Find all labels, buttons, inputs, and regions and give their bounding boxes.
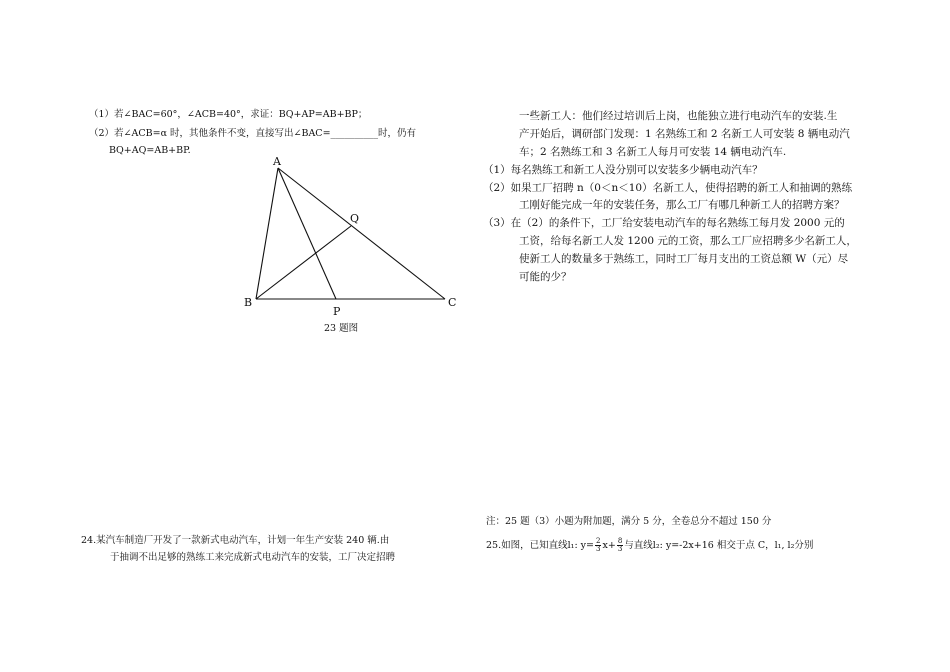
segment-ap xyxy=(278,168,336,299)
fraction-eight-thirds xyxy=(617,538,623,553)
q24-part3-line1: （3）在（2）的条件下，工厂给安装电动汽车的每名熟练工每月发 2000 元的 xyxy=(483,217,845,229)
q25-line1 xyxy=(486,538,813,553)
q25-text-b: 与直线l₂: y=-2x+16 相交于点 C，l₁, l₂分别 xyxy=(624,540,814,551)
label-b: B xyxy=(244,296,253,309)
label-a: A xyxy=(273,155,281,168)
fraction-denominator: 3 xyxy=(596,545,601,553)
q24-part3-line2: 工资，给每名新工人发 1200 元的工资，那么工厂应招聘多少名新工人， xyxy=(519,235,857,247)
label-p: P xyxy=(333,305,341,318)
fraction-denominator: 3 xyxy=(617,545,623,553)
q23-part2-text-b: 时，仍有 xyxy=(378,128,417,139)
side-ab xyxy=(256,168,278,299)
label-c: C xyxy=(448,296,457,309)
q24-part2-line2: 工刚好能完成一年的安装任务，那么工厂有哪几种新工人的招聘方案？ xyxy=(519,199,845,211)
q24-part3-line4: 可能的少？ xyxy=(519,271,572,283)
q24-cont-line3: 车；2 名熟练工和 3 名新工人每月可安装 14 辆电动汽车. xyxy=(519,146,787,158)
figure-caption: 23 题图 xyxy=(324,323,359,334)
segment-bq xyxy=(256,226,351,299)
fraction-numerator: 8 xyxy=(617,537,623,545)
q23-answer-blank[interactable]: __________ xyxy=(330,128,379,139)
q24-line1: 24.某汽车制造厂开发了一款新式电动汽车，计划一年生产安装 240 辆.由 xyxy=(81,535,390,546)
side-ac xyxy=(278,168,445,299)
q25-x-term: x+ xyxy=(602,540,616,551)
q24-line2: 于抽调不出足够的熟练工来完成新式电动汽车的安装，工厂决定招聘 xyxy=(110,552,396,563)
label-q: Q xyxy=(350,212,360,225)
q23-part1: （1）若∠BAC=60°，∠ACB=40°，求证：BQ+AP=AB+BP； xyxy=(89,109,368,120)
bonus-note: 注：25 题（3）小题为附加题，满分 5 分，全卷总分不超过 150 分 xyxy=(486,516,772,527)
fraction-numerator: 2 xyxy=(596,537,601,545)
q24-cont-line1: 一些新工人：他们经过培训后上岗，也能独立进行电动汽车的安装.生 xyxy=(519,110,838,122)
q23-part2-text-a: （2）若∠ACB=α 时，其他条件不变，直接写出∠BAC= xyxy=(89,128,331,139)
q24-cont-line2: 产开始后，调研部门发现：1 名熟练工和 2 名新工人可安装 8 辆电动汽 xyxy=(519,128,850,140)
q25-text-a: 25.如图，已知直线l₁: y= xyxy=(486,540,595,551)
q24-part1: （1）每名熟练工和新工人没分别可以安装多少辆电动汽车？ xyxy=(483,164,763,176)
fraction-two-thirds xyxy=(595,538,601,553)
q24-part2-line1: （2）如果工厂招聘 n（0＜n＜10）名新工人，使得招聘的新工人和抽调的熟练 xyxy=(483,182,853,194)
q24-part3-line3: 使新工人的数量多于熟练工，同时工厂每月支出的工资总额 W（元）尽 xyxy=(519,253,849,265)
q23-part2-line2: BQ+AQ=AB+BP. xyxy=(109,145,191,156)
